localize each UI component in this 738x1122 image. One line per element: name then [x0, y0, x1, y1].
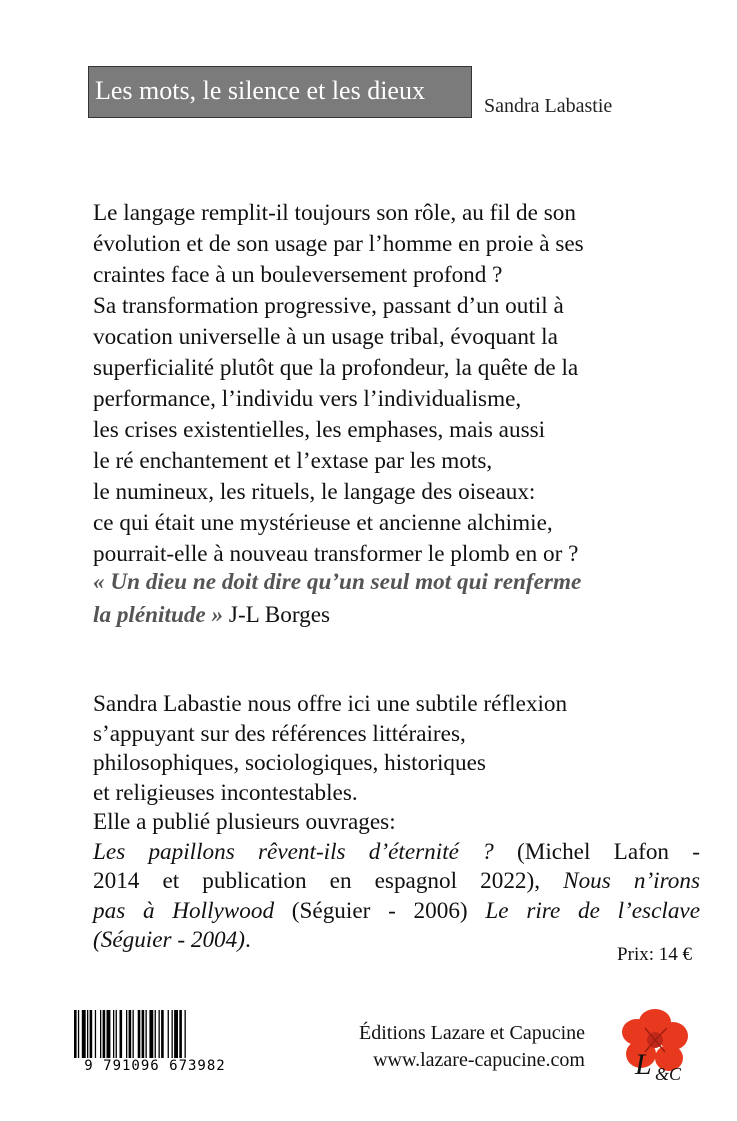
barcode-bar [90, 1010, 93, 1060]
bio-line: et religieuses incontestables. [93, 779, 358, 806]
barcode-bar [100, 1010, 101, 1060]
publisher-website: www.lazare-capucine.com [373, 1049, 585, 1071]
borges-quote [93, 566, 653, 632]
works-line-4 [93, 926, 633, 956]
flower-logo-icon [615, 1006, 695, 1086]
work-publisher: 2014 et publication en espagnol 2022), [93, 868, 564, 894]
barcode-bar [113, 1010, 114, 1060]
blurb-line: pourrait-elle à nouveau transformer le plomb en or ? [93, 541, 579, 567]
barcode-bar [172, 1010, 173, 1060]
barcode-bar [78, 1010, 79, 1060]
blurb-line: craintes face à un bouleversement profond ? [93, 262, 503, 288]
barcode-bar [107, 1010, 111, 1060]
works-end: . [244, 927, 251, 953]
work-title-hollywood-b: pas à Hollywood [93, 897, 275, 924]
barcode-bar [142, 1010, 145, 1060]
book-title: Les mots, le silence et les dieux [88, 66, 472, 118]
barcode-bar [129, 1010, 132, 1060]
works-line-1 [93, 838, 700, 868]
blurb-line: ce qui était une mystérieuse et ancienne alchimie, [93, 510, 553, 536]
work-publisher: (Séguier - 2006) [274, 897, 486, 924]
nasturtium-flower-logo [615, 1006, 695, 1086]
quote-line-2: la plénitude » [93, 602, 224, 628]
works-line-3 [93, 897, 700, 927]
blurb-line: Le langage remplit-il toujours son rôle, au fil de son [93, 200, 576, 226]
works-line-2 [93, 867, 700, 897]
barcode-bar [74, 1010, 77, 1060]
barcode-bar [174, 1010, 178, 1060]
blurb-line: performance, l’individu vers l’individualisme, [93, 386, 522, 412]
publisher-name: Éditions Lazare et Capucine [358, 1022, 585, 1044]
barcode-bar [133, 1010, 134, 1060]
barcode-bar [95, 1010, 96, 1060]
blurb-line: les crises existentielles, les emphases, mais aussi [93, 417, 546, 443]
barcode-bar [155, 1010, 156, 1060]
work-title-esclave: Le rire de l’esclave [485, 897, 700, 924]
bio-line: philosophiques, sociologiques, historiques [93, 750, 486, 776]
blurb-text [93, 198, 653, 570]
barcode-bar [103, 1010, 106, 1060]
blurb-line: superficialité plutôt que la profondeur, la quête de la [93, 355, 579, 381]
isbn-number: 9 791096 673982 [70, 1058, 240, 1074]
work-title-papillons: Les papillons rêvent-ils d’éternité ? [93, 838, 494, 865]
book-author: Sandra Labastie [484, 95, 613, 117]
barcode-bar [179, 1010, 182, 1060]
quote-line-1: « Un dieu ne doit dire qu’un seul mot qui renferme [93, 569, 582, 595]
work-publisher-esclave: (Séguier - 2004) [93, 927, 245, 953]
work-publisher: (Michel Lafon - [493, 838, 700, 865]
blurb-line: évolution et de son usage par l’homme en proie à ses [93, 231, 584, 257]
blurb-line: vocation universelle à un usage tribal, évoquant la [93, 324, 558, 350]
barcode-bar [82, 1010, 86, 1060]
barcode-bar [120, 1010, 123, 1060]
barcode-bar [87, 1010, 88, 1060]
barcode-bar [161, 1010, 164, 1060]
barcode-bar [126, 1010, 127, 1060]
blurb-line: Sa transformation progressive, passant d’un outil à [93, 293, 564, 319]
barcode-bar [185, 1010, 186, 1060]
barcode-bar [149, 1010, 153, 1060]
barcode-bar [146, 1010, 147, 1060]
blurb-line: le numineux, les rituels, le langage des oiseaux: [93, 479, 536, 505]
bio-line: s’appuyant sur des références littéraires, [93, 720, 466, 747]
bio-line: Sandra Labastie nous offre ici une subtile réflexion [93, 691, 568, 717]
blurb-line: le ré enchantement et l’extase par les mots, [93, 448, 493, 474]
logo-letters-c: &C [655, 1064, 682, 1084]
quote-attribution: J-L Borges [223, 602, 331, 628]
publisher-info [359, 1020, 585, 1074]
barcode-bar [138, 1010, 141, 1060]
barcode-bars [70, 1010, 240, 1060]
barcode-bar [159, 1010, 160, 1060]
bio-line: Elle a publié plusieurs ouvrages: [93, 809, 396, 835]
logo-letter-l: L [635, 1048, 652, 1081]
work-title-hollywood-a: Nous n’irons [563, 868, 700, 894]
barcode-bar [168, 1010, 169, 1060]
barcode-bar [116, 1010, 117, 1060]
price-label: Prix: 14 € [617, 944, 692, 965]
